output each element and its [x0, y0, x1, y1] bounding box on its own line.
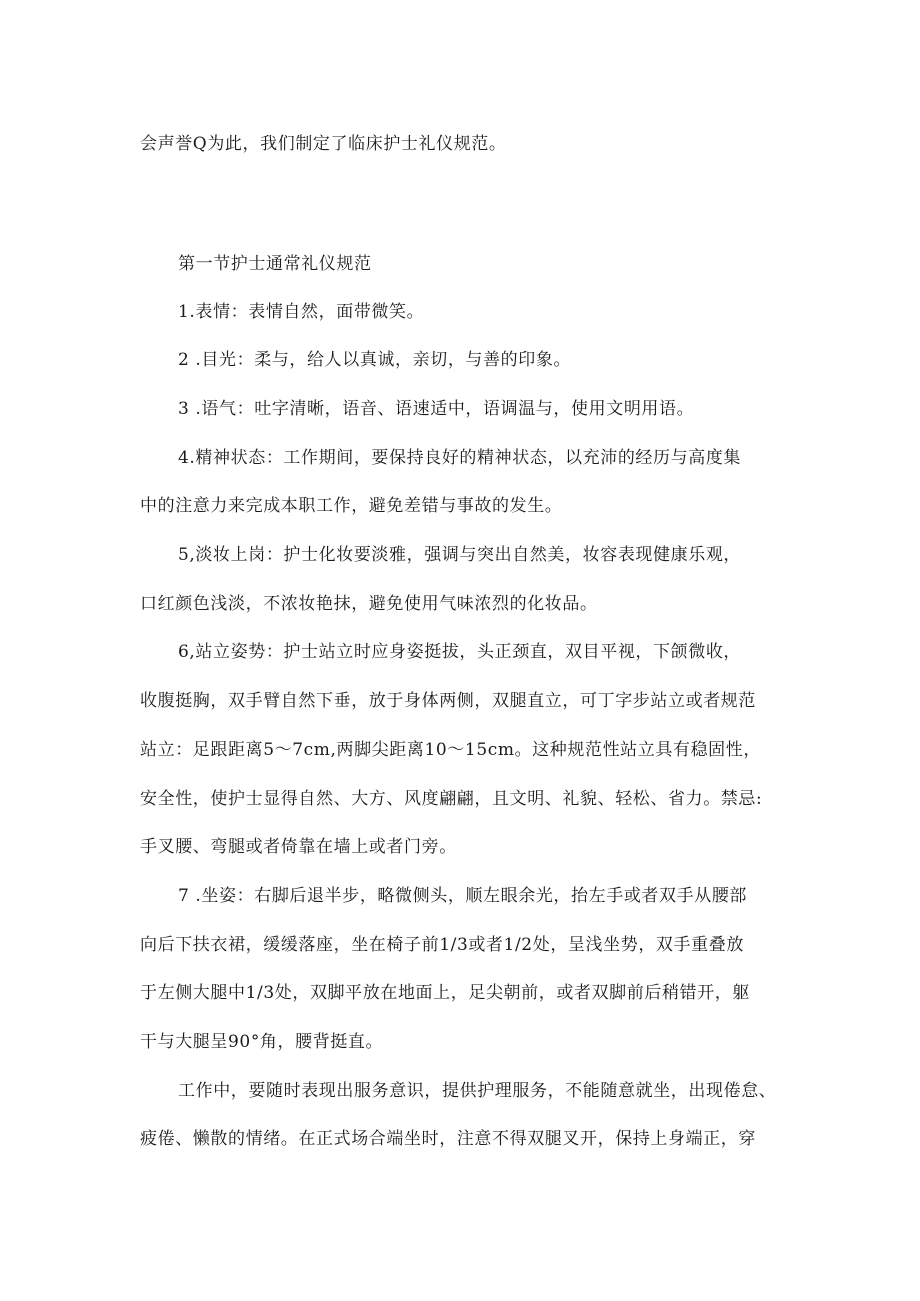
item-gaze: 2 .目光：柔与，给人以真诚，亲切，与善的印象。: [178, 350, 572, 370]
paragraph-work-line-1: 工作中，要随时表现出服务意识，提供护理服务，不能随意就坐，出现倦怠、: [178, 1081, 777, 1101]
item-standing-line-4: 安全性，使护士显得自然、大方、风度翩翩，且文明、礼貌、轻松、省力。禁忌:: [140, 789, 763, 809]
item-standing-line-2: 收腹挺胸，双手臂自然下垂，放于身体两侧，双腿直立，可丁字步站立或者规范: [140, 691, 756, 711]
paragraph-line-intro: 会声誉Q为此，我们制定了临床护士礼仪规范。: [140, 134, 507, 154]
section-heading: 第一节护士通常礼仪规范: [178, 254, 372, 274]
item-sitting-line-4: 干与大腿呈90°角，腰背挺直。: [140, 1032, 384, 1052]
item-standing-line-3: 站立：足跟距离5〜7cm,两脚尖距离10〜15cm。这种规范性站立具有稳固性，: [140, 740, 761, 760]
item-makeup-line-2: 口红颜色浅淡，不浓妆艳抹，避免使用气味浓烈的化妆品。: [140, 594, 598, 614]
item-makeup-line-1: 5,淡妆上岗：护士化妆要淡雅，强调与突出自然美，妆容表现健康乐观，: [178, 545, 742, 565]
item-sitting-line-1: 7 .坐姿：右脚后退半步，略微侧头，顺左眼余光，抬左手或者双手从腰部: [178, 886, 748, 906]
item-tone: 3 .语气：吐字清晰，语音、语速适中，语调温与，使用文明用语。: [178, 399, 695, 419]
item-standing-line-5: 手叉腰、弯腿或者倚靠在墙上或者门旁。: [140, 837, 457, 857]
item-expression: 1.表情：表情自然，面带微笑。: [178, 302, 425, 322]
item-standing-line-1: 6,站立姿势：护士站立时应身姿挺拔，头正颈直，双目平视，下颌微收，: [178, 642, 742, 662]
item-spirit-line-1: 4.精神状态：工作期间，要保持良好的精神状态，以充沛的经历与高度集: [178, 448, 742, 468]
item-sitting-line-2: 向后下扶衣裙，缓缓落座，坐在椅子前1/3或者1/2处，呈浅坐势，双手重叠放: [140, 935, 744, 955]
paragraph-work-line-2: 疲倦、懒散的情绪。在正式场合端坐时，注意不得双腿叉开，保持上身端正，穿: [140, 1129, 756, 1149]
item-sitting-line-3: 于左侧大腿中1/3处，双脚平放在地面上，足尖朝前，或者双脚前后稍错开，躯: [140, 983, 750, 1003]
item-spirit-line-2: 中的注意力来完成本职工作，避免差错与事故的发生。: [140, 496, 563, 516]
